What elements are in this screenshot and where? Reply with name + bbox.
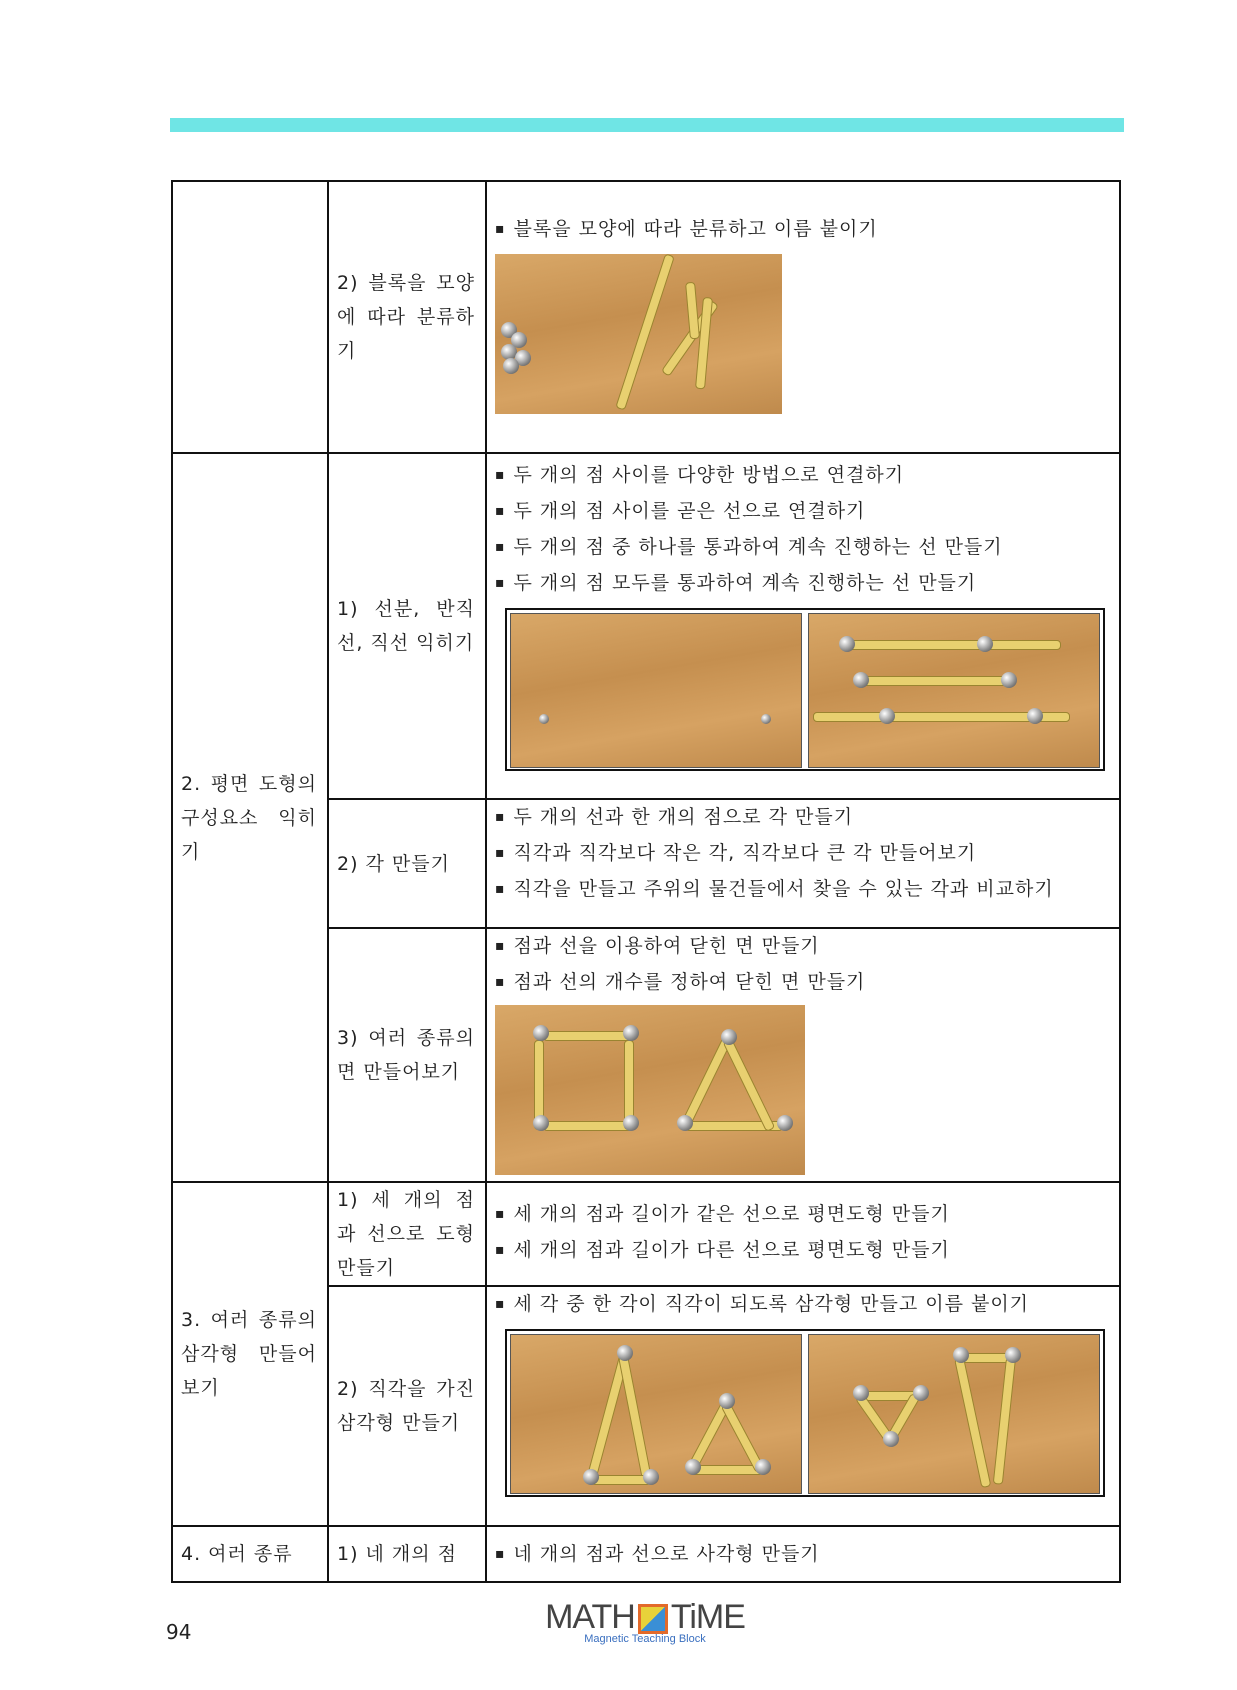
table-row: [172, 1182, 1120, 1286]
activity-item: ▪ 세 각 중 한 각이 직각이 되도록 삼각형 만들고 이름 붙이기: [495, 1287, 1111, 1323]
activity-cell: [486, 181, 1120, 453]
activity-item: ▪ 직각을 만들고 주위의 물건들에서 찾을 수 있는 각과 비교하기: [495, 872, 1111, 908]
page-number: 94: [166, 1620, 192, 1644]
topic-cell: 3. 여러 종류의 삼각형 만들어보기: [172, 1182, 328, 1526]
logo-text-right: TiME: [670, 1598, 745, 1636]
activity-cell: [486, 453, 1120, 799]
activity-item: ▪ 두 개의 점 중 하나를 통과하여 계속 진행하는 선 만들기: [495, 530, 1111, 566]
activity-item: ▪ 직각과 직각보다 작은 각, 직각보다 큰 각 만들어보기: [495, 836, 1111, 872]
photo-right-triangles-1: [510, 1334, 802, 1494]
activity-item: ▪ 두 개의 점 모두를 통과하여 계속 진행하는 선 만들기: [495, 566, 1111, 602]
table-row: [172, 181, 1120, 453]
activity-cell: [486, 1526, 1120, 1582]
lesson-table: [171, 180, 1121, 1583]
subtopic-cell: 1) 네 개의 점: [328, 1526, 486, 1582]
activity-item: ▪ 두 개의 점 사이를 곧은 선으로 연결하기: [495, 494, 1111, 530]
subtopic-cell: 1) 선분, 반직선, 직선 익히기: [328, 453, 486, 799]
header-accent-bar: [170, 118, 1124, 132]
cube-icon: [638, 1604, 668, 1634]
brand-logo: [540, 1598, 750, 1645]
activity-item: ▪ 세 개의 점과 길이가 같은 선으로 평면도형 만들기: [495, 1197, 1111, 1233]
activity-cell: [486, 928, 1120, 1182]
activity-cell: [486, 1182, 1120, 1286]
activity-item: ▪ 점과 선의 개수를 정하여 닫힌 면 만들기: [495, 965, 1111, 1001]
photo-pair: [505, 1329, 1105, 1497]
photo-two-points: [510, 613, 802, 768]
activity-item: ▪ 네 개의 점과 선으로 사각형 만들기: [495, 1537, 1111, 1573]
subtopic-cell: 3) 여러 종류의 면 만들어보기: [328, 928, 486, 1182]
subtopic-cell: 2) 직각을 가진 삼각형 만들기: [328, 1286, 486, 1526]
activity-item: ▪ 두 개의 선과 한 개의 점으로 각 만들기: [495, 800, 1111, 836]
activity-item: ▪ 세 개의 점과 길이가 다른 선으로 평면도형 만들기: [495, 1233, 1111, 1269]
activity-item: ▪ 두 개의 점 사이를 다양한 방법으로 연결하기: [495, 458, 1111, 494]
photo-right-triangles-2: [808, 1334, 1100, 1494]
subtopic-cell: 2) 블록을 모양에 따라 분류하기: [328, 181, 486, 453]
activity-item: ▪ 점과 선을 이용하여 닫힌 면 만들기: [495, 929, 1111, 965]
photo-sorted-blocks: [495, 254, 782, 414]
activity-cell: [486, 1286, 1120, 1526]
photo-pair: [505, 608, 1105, 771]
photo-lines-rays: [808, 613, 1100, 768]
logo-text-left: MATH: [545, 1598, 635, 1636]
topic-cell: 2. 평면 도형의 구성요소 익히기: [172, 453, 328, 1182]
topic-cell: 4. 여러 종류: [172, 1526, 328, 1582]
activity-cell: [486, 799, 1120, 928]
activity-item: ▪ 블록을 모양에 따라 분류하고 이름 붙이기: [495, 212, 1111, 248]
subtopic-cell: 1) 세 개의 점과 선으로 도형 만들기: [328, 1182, 486, 1286]
table-row: [172, 453, 1120, 799]
topic-cell-empty: [172, 181, 328, 453]
photo-square-triangle: [495, 1005, 805, 1175]
logo-tagline: Magnetic Teaching Block: [584, 1633, 706, 1645]
table-row: [172, 1526, 1120, 1582]
subtopic-cell: 2) 각 만들기: [328, 799, 486, 928]
